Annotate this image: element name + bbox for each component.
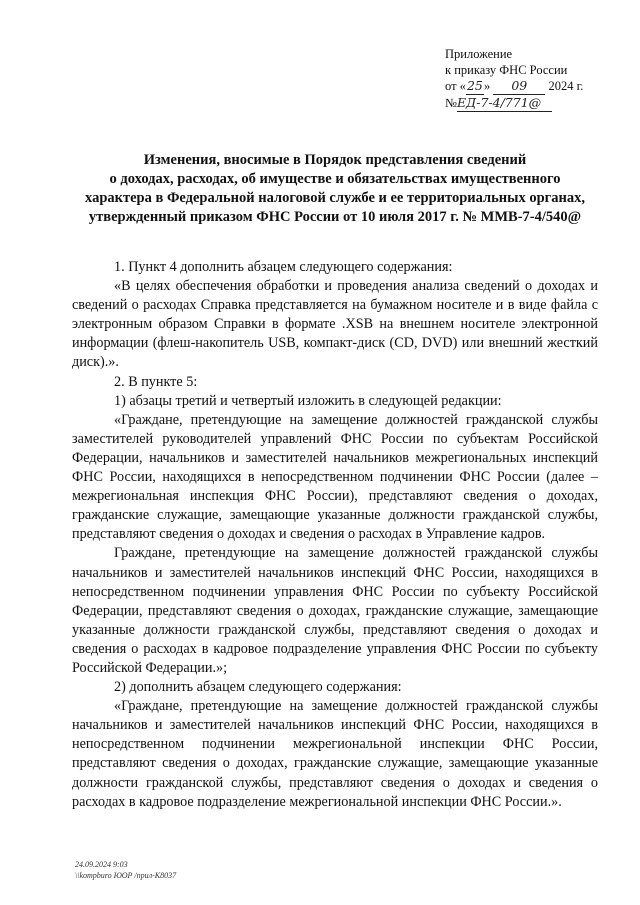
paragraph: «Граждане, претендующие на замещение должностей гражданской службы заместителей руководителей управлений ФНС России по субъектам Российской Федерации, начальников и заместителей начальников межрегиональных инспекций ФНС России, находящихся в непосредственном подчинении ФНС России (далее – межрегиональная инспекция ФНС России), представляют сведения о доходах, гражданские служащие, замещающие указанные должности гражданской службы, представляют сведения о доходах и сведения о расходах в Управление кадров. bbox=[72, 411, 598, 543]
document-title bbox=[72, 151, 598, 227]
document-body bbox=[72, 258, 598, 812]
footer-path: \\kompburo ЮОР /прил-К8037 bbox=[75, 871, 177, 880]
paragraph: 2) дополнить абзацем следующего содержания: bbox=[114, 679, 402, 696]
title-line: утвержденный приказом ФНС России от 10 июля 2017 г. № ММВ-7-4/540@ bbox=[88, 209, 582, 225]
appendix-date: от «25» 09 2024 г. bbox=[445, 78, 584, 93]
title-line: Изменения, вносимые в Порядок представления сведений bbox=[143, 152, 527, 168]
footer-stamp bbox=[75, 859, 176, 881]
title-line: о доходах, расходах, об имуществе и обязательствах имущественного bbox=[109, 171, 561, 187]
paragraph: Граждане, претендующие на замещение должностей гражданской службы начальников и заместителей начальников инспекций ФНС России, находящихся в непосредственном подчинении управления ФНС России по субъекту Российской Федерации, представляют сведения о доходах, гражданские служащие, замещающие указанные должности гражданской службы, представляют сведения о доходах и сведения о расходах в кадровое подразделение управления ФНС России по субъекту Российской Федерации.»; bbox=[72, 545, 598, 676]
appendix-label: Приложение bbox=[445, 47, 513, 61]
appendix-order-ref: к приказу ФНС России bbox=[445, 63, 568, 77]
paragraph: «В целях обеспечения обработки и проведения анализа сведений о доходах и сведений о расходах Справка представляется на бумажном носителе и в виде файла с электронным образом Справки в формате .XSB на внешнем носителе электронной информации (флеш-накопитель USB, компакт-диск (CD, DVD) или внешний жесткий диск).». bbox=[72, 278, 598, 371]
paragraph: «Граждане, претендующие на замещение должностей гражданской службы начальников и заместителей начальников инспекций ФНС России, находящихся в непосредственном подчинении межрегиональной инспекции ФНС России, представляют сведения о доходах, гражданские служащие, замещающие указанные должности гражданской службы, представляют сведения о доходах и сведения о расходах в кадровое подразделение межрегиональной инспекции ФНС России.». bbox=[72, 698, 598, 810]
title-line: характера в Федеральной налоговой службе и ее территориальных органах, bbox=[85, 190, 585, 206]
footer-timestamp: 24.09.2024 9:03 bbox=[75, 860, 128, 869]
order-number: ЕД-7-4/771@ bbox=[457, 95, 552, 112]
date-day: 25 bbox=[466, 78, 483, 93]
date-month: 09 bbox=[493, 78, 545, 95]
appendix-block bbox=[445, 46, 583, 112]
paragraph: 1) абзацы третий и четвертый изложить в следующей редакции: bbox=[114, 392, 502, 409]
paragraph: 2. В пункте 5: bbox=[114, 373, 198, 390]
paragraph: 1. Пункт 4 дополнить абзацем следующего содержания: bbox=[114, 259, 453, 275]
appendix-number: №ЕД-7-4/771@ bbox=[445, 95, 583, 112]
date-year: 2024 г. bbox=[548, 79, 584, 93]
